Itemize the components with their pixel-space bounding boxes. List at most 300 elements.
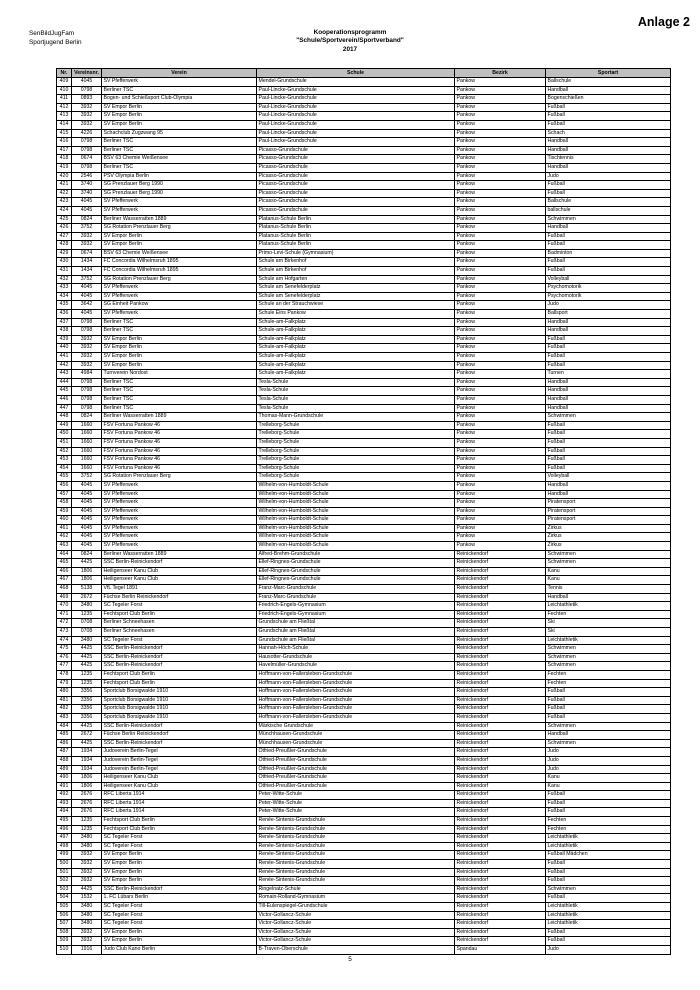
cell-bezirk: Pankow [455,524,546,533]
cell-vereinsnr: 4045 [72,78,102,87]
title-line-3: 2017 [342,45,358,53]
cell-schule: Münchhausen-Grundschule [257,739,455,748]
cell-vereinsnr: 1660 [72,430,102,439]
table-row [57,834,671,843]
cell-nr: 470 [57,602,72,611]
table-row [57,731,671,740]
cell-schule: Otfried-Preußler-Grundschule [257,748,455,757]
cell-bezirk: Pankow [455,112,546,121]
cell-vereinsnr: 3932 [72,877,102,886]
cell-verein: SV Pfefferwerk [102,284,257,293]
cell-bezirk: Reinickendorf [455,911,546,920]
cell-verein: SV Pfefferwerk [102,516,257,525]
table-row [57,490,671,499]
table-row [57,361,671,370]
cell-schule: Paul-Lincke-Grundschule [257,138,455,147]
cell-bezirk: Reinickendorf [455,894,546,903]
cell-nr: 480 [57,688,72,697]
cell-sportart: Fußball [546,430,671,439]
cell-sportart: Fußball [546,464,671,473]
cell-bezirk: Reinickendorf [455,774,546,783]
cell-nr: 422 [57,189,72,198]
cell-schule: Platanus-Schule Berlin [257,215,455,224]
cell-nr: 487 [57,748,72,757]
cell-schule: Picasso-Grundschule [257,155,455,164]
table-row [57,945,671,954]
cell-nr: 463 [57,542,72,551]
cell-bezirk: Pankow [455,370,546,379]
table-row [57,163,671,172]
cell-vereinsnr: 4425 [72,662,102,671]
cell-nr: 447 [57,404,72,413]
cell-bezirk: Pankow [455,267,546,276]
table-row [57,395,671,404]
cell-schule: Victor-Gollancz-Schule [257,937,455,946]
cell-schule: Peter-Witte-Schule [257,791,455,800]
table-row [57,885,671,894]
table-row [57,301,671,310]
cell-sportart: Ski [546,619,671,628]
cell-nr: 441 [57,353,72,362]
cell-bezirk: Pankow [455,292,546,301]
cell-bezirk: Pankow [455,224,546,233]
cell-sportart: Fußball [546,799,671,808]
cell-schule: Münchhausen-Grundschule [257,731,455,740]
cell-verein: SV Pfefferwerk [102,481,257,490]
cell-bezirk: Pankow [455,318,546,327]
cell-verein: RFC Liberta 1914 [102,799,257,808]
table-row [57,860,671,869]
cell-schule: Schule-am-Falkplatz [257,370,455,379]
cell-sportart: Handball [546,490,671,499]
table-row [57,430,671,439]
table-row [57,198,671,207]
cell-bezirk: Pankow [455,542,546,551]
cell-vereinsnr: 1660 [72,456,102,465]
cell-verein: Schachclub Zugzwang 95 [102,129,257,138]
cell-bezirk: Reinickendorf [455,653,546,662]
cell-bezirk: Pankow [455,301,546,310]
table-row [57,748,671,757]
cell-verein: RFC Liberta 1914 [102,791,257,800]
cell-vereinsnr: 5138 [72,585,102,594]
cell-vereinsnr: 4045 [72,516,102,525]
table-row [57,576,671,585]
cell-verein: SSC Berlin-Reinickendorf [102,653,257,662]
cell-sportart: ballschule [546,206,671,215]
cell-bezirk: Pankow [455,103,546,112]
cell-vereinsnr: 1806 [72,782,102,791]
table-row [57,224,671,233]
cell-vereinsnr: 3740 [72,189,102,198]
cell-nr: 461 [57,524,72,533]
table-row [57,146,671,155]
table-row [57,206,671,215]
cell-nr: 435 [57,301,72,310]
cell-nr: 466 [57,567,72,576]
cell-nr: 419 [57,163,72,172]
cell-bezirk: Pankow [455,310,546,319]
cell-sportart: Leichtathletik [546,834,671,843]
cell-vereinsnr: 1235 [72,679,102,688]
cell-verein: SV Pfefferwerk [102,533,257,542]
cell-verein: Berliner TSC [102,163,257,172]
cell-vereinsnr: 3932 [72,353,102,362]
cell-nr: 492 [57,791,72,800]
cell-sportart: Piratensport [546,499,671,508]
cell-schule: Hoffmann-von-Fallersleben-Grundschule [257,670,455,679]
cell-schule: Paul-Lincke-Grundschule [257,95,455,104]
cell-bezirk: Pankow [455,456,546,465]
cell-verein: Judoverein Berlin-Tegel [102,756,257,765]
cell-schule: Märkische Grundschule [257,722,455,731]
table-row [57,189,671,198]
table-row [57,808,671,817]
cell-nr: 440 [57,344,72,353]
cell-vereinsnr: 0708 [72,619,102,628]
table-row [57,387,671,396]
title-line-2: "Schule/Sportverein/Sportverband" [296,37,404,45]
cell-verein: SSC Berlin-Reinickendorf [102,885,257,894]
cell-schule: Havelmüller-Grundschule [257,662,455,671]
cell-nr: 457 [57,490,72,499]
cell-schule: Romain-Rolland-Gymnasium [257,894,455,903]
cell-vereinsnr: 0798 [72,378,102,387]
cell-sportart: Handball [546,163,671,172]
cell-verein: Berliner TSC [102,318,257,327]
cell-bezirk: Reinickendorf [455,645,546,654]
cell-nr: 474 [57,636,72,645]
cell-schule: Friedrich-Engels-Gymnasium [257,602,455,611]
cell-vereinsnr: 3932 [72,232,102,241]
cell-nr: 448 [57,413,72,422]
cell-schule: Ringelnatz-Schule [257,885,455,894]
cell-sportart: Piratensport [546,507,671,516]
cell-sportart: Ski [546,628,671,637]
table-row [57,628,671,637]
cell-sportart: Fußball [546,808,671,817]
cell-verein: SV Pfefferwerk [102,490,257,499]
cell-nr: 505 [57,903,72,912]
table-row [57,353,671,362]
cell-verein: FC Concordia Wilhelmsruh 1895 [102,267,257,276]
table-row [57,722,671,731]
cell-schule: Renée-Sintenis-Grundschule [257,851,455,860]
cell-verein: Berliner TSC [102,327,257,336]
cell-bezirk: Reinickendorf [455,825,546,834]
table-row [57,318,671,327]
cell-nr: 476 [57,653,72,662]
cell-bezirk: Reinickendorf [455,817,546,826]
cell-nr: 472 [57,619,72,628]
cell-nr: 500 [57,860,72,869]
cell-verein: Fechtsport Club Berlin [102,817,257,826]
table-row [57,602,671,611]
cell-verein: Berliner TSC [102,378,257,387]
cell-sportart: Handball [546,146,671,155]
cell-nr: 414 [57,120,72,129]
cell-schule: Wilhelm-von-Humboldt-Schule [257,490,455,499]
table-row [57,585,671,594]
cell-nr: 413 [57,112,72,121]
cell-schule: Tesla-Schule [257,395,455,404]
cell-vereinsnr: 3932 [72,344,102,353]
cell-vereinsnr: 4045 [72,524,102,533]
cell-vereinsnr: 3752 [72,473,102,482]
page-number: 5 [348,956,352,963]
cell-vereinsnr: 4045 [72,310,102,319]
cell-sportart: Zirkus [546,533,671,542]
cell-vereinsnr: 1660 [72,464,102,473]
cell-bezirk: Reinickendorf [455,593,546,602]
cell-schule: Peter-Witte-Schule [257,808,455,817]
cell-bezirk: Pankow [455,146,546,155]
cell-schule: Hoffmann-von-Fallersleben-Grundschule [257,688,455,697]
cell-sportart: Handball [546,224,671,233]
cell-nr: 416 [57,138,72,147]
cell-nr: 486 [57,739,72,748]
cell-sportart: Fußball [546,937,671,946]
cell-bezirk: Reinickendorf [455,756,546,765]
cell-schule: Paul-Lincke-Grundschule [257,112,455,121]
cell-vereinsnr: 1235 [72,670,102,679]
cell-verein: SV Empor Berlin [102,120,257,129]
cell-vereinsnr: 0824 [72,413,102,422]
cell-vereinsnr: 2672 [72,731,102,740]
cell-nr: 473 [57,628,72,637]
cell-sportart: Fußball [546,189,671,198]
cell-verein: SSC Berlin-Reinickendorf [102,662,257,671]
cell-bezirk: Pankow [455,86,546,95]
cell-bezirk: Reinickendorf [455,636,546,645]
document-title [250,29,450,54]
cell-verein: Berliner Schneehasen [102,619,257,628]
cell-bezirk: Reinickendorf [455,799,546,808]
cell-nr: 469 [57,593,72,602]
cell-bezirk: Pankow [455,215,546,224]
cell-verein: Berliner Wasserratten 1889 [102,550,257,559]
cell-nr: 484 [57,722,72,731]
cell-verein: SV Empor Berlin [102,868,257,877]
cell-bezirk: Reinickendorf [455,748,546,757]
cell-bezirk: Reinickendorf [455,628,546,637]
cell-verein: Berliner TSC [102,86,257,95]
cell-verein: SC Tegeler Forst [102,903,257,912]
cell-schule: Franz-Marc-Grundschule [257,585,455,594]
cell-sportart: Schwimmen [546,722,671,731]
cell-sportart: Handball [546,86,671,95]
cell-sportart: Fußball [546,335,671,344]
cell-vereinsnr: 0798 [72,146,102,155]
cell-schule: Picasso-Grundschule [257,181,455,190]
cell-bezirk: Reinickendorf [455,834,546,843]
cell-sportart: Judo [546,945,671,954]
cell-nr: 499 [57,851,72,860]
cell-nr: 415 [57,129,72,138]
cell-nr: 449 [57,421,72,430]
cell-bezirk: Reinickendorf [455,722,546,731]
cell-nr: 439 [57,335,72,344]
cell-sportart: Schwimmen [546,413,671,422]
cell-sportart: Kanu [546,576,671,585]
cell-schule: Schule-am-Falkplatz [257,335,455,344]
cell-vereinsnr: 2676 [72,799,102,808]
issuer-line-1: SenBildJugFam [29,30,75,37]
table-row [57,825,671,834]
cell-schule: Trelleborg-Schule [257,430,455,439]
cell-sportart: Fußball Mädchen [546,851,671,860]
cell-nr: 443 [57,370,72,379]
cell-schule: Hoffmann-von-Fallersleben-Grundschule [257,696,455,705]
cell-vereinsnr: 0798 [72,138,102,147]
table-row [57,404,671,413]
cell-nr: 433 [57,284,72,293]
table-row [57,413,671,422]
cell-nr: 460 [57,516,72,525]
cell-verein: SV Empor Berlin [102,877,257,886]
cell-schule: Wilhelm-von-Humboldt-Schule [257,533,455,542]
cell-vereinsnr: 1532 [72,894,102,903]
cell-schule: Schule-am-Falkplatz [257,344,455,353]
cell-verein: SV Empor Berlin [102,860,257,869]
table-row [57,378,671,387]
cell-bezirk: Reinickendorf [455,602,546,611]
table-row [57,120,671,129]
cell-bezirk: Reinickendorf [455,679,546,688]
cell-bezirk: Pankow [455,284,546,293]
cell-bezirk: Pankow [455,155,546,164]
cell-verein: SSC Berlin-Reinickendorf [102,722,257,731]
cell-verein: SG Prenzlauer Berg 1990 [102,181,257,190]
cell-bezirk: Reinickendorf [455,868,546,877]
cell-nr: 459 [57,507,72,516]
cell-bezirk: Pankow [455,129,546,138]
cell-vereinsnr: 2676 [72,808,102,817]
cell-verein: Fechtsport Club Berlin [102,670,257,679]
cell-sportart: Schwimmen [546,885,671,894]
cell-nr: 477 [57,662,72,671]
cell-vereinsnr: 4226 [72,129,102,138]
issuer-line-2: Sportjugend Berlin [29,38,82,46]
table-row [57,481,671,490]
cell-sportart: Handball [546,387,671,396]
cell-schule: Thomas-Mann-Grundschule [257,413,455,422]
cell-schule: Victor-Gollancz-Schule [257,911,455,920]
cell-nr: 410 [57,86,72,95]
cell-vereinsnr: 3480 [72,602,102,611]
cell-vereinsnr: 4425 [72,559,102,568]
cell-schule: Otfried-Preußler-Grundschule [257,774,455,783]
cell-bezirk: Pankow [455,198,546,207]
cell-verein: SV Pfefferwerk [102,524,257,533]
cell-schule: Schule am Hofgarten [257,275,455,284]
cell-verein: Füchse Berlin Reinickendorf [102,731,257,740]
table-row [57,95,671,104]
cell-verein: Berliner Wasserratten 1889 [102,215,257,224]
cell-schule: Otfried-Preußler-Grundschule [257,756,455,765]
cell-schule: Picasso-Grundschule [257,198,455,207]
cell-bezirk: Pankow [455,361,546,370]
table-row [57,275,671,284]
cell-bezirk: Pankow [455,95,546,104]
table-row [57,86,671,95]
cell-schule: Peter-Witte-Schule [257,799,455,808]
cell-bezirk: Spandau [455,945,546,954]
table-row [57,928,671,937]
cell-vereinsnr: 4045 [72,481,102,490]
cell-verein: SV Empor Berlin [102,103,257,112]
cell-vereinsnr: 2676 [72,791,102,800]
cell-schule: Hausotter-Grundschule [257,653,455,662]
cell-bezirk: Pankow [455,344,546,353]
cell-schule: Renée-Sintenis-Grundschule [257,834,455,843]
table-row [57,559,671,568]
cell-schule: Hannah-Höch-Schule [257,645,455,654]
cell-vereinsnr: 1806 [72,576,102,585]
table-row [57,877,671,886]
cell-verein: SV Empor Berlin [102,112,257,121]
cell-verein: Bogen- und Schießsport Club-Olympia [102,95,257,104]
table-row [57,421,671,430]
cooperation-table [56,68,671,955]
cell-verein: Füchse Berlin Reinickendorf [102,593,257,602]
cell-sportart: Fußball [546,103,671,112]
cell-nr: 508 [57,928,72,937]
cell-bezirk: Pankow [455,413,546,422]
cell-sportart: Zirkus [546,542,671,551]
cell-schule: Renée-Sintenis-Grundschule [257,842,455,851]
cell-vereinsnr: 0674 [72,249,102,258]
cell-vereinsnr: 4045 [72,206,102,215]
cell-sportart: Fechten [546,817,671,826]
cell-verein: FSV Fortuna Pankow 46 [102,447,257,456]
table-row [57,181,671,190]
cell-sportart: Schwimmen [546,645,671,654]
cell-schule: Picasso-Grundschule [257,146,455,155]
cell-bezirk: Reinickendorf [455,885,546,894]
cell-bezirk: Pankow [455,327,546,336]
cell-nr: 481 [57,696,72,705]
cell-bezirk: Reinickendorf [455,585,546,594]
cell-vereinsnr: 1806 [72,567,102,576]
cell-verein: Berliner TSC [102,404,257,413]
cell-verein: Berliner TSC [102,138,257,147]
cell-sportart: Ballschule [546,198,671,207]
table-row [57,593,671,602]
cell-nr: 502 [57,877,72,886]
table-row [57,765,671,774]
cell-nr: 467 [57,576,72,585]
cell-sportart: Fußball [546,232,671,241]
cell-sportart: Fechten [546,825,671,834]
cell-vereinsnr: 3480 [72,636,102,645]
cell-schule: Paul-Lincke-Grundschule [257,86,455,95]
cell-vereinsnr: 3932 [72,928,102,937]
cell-nr: 454 [57,464,72,473]
cell-bezirk: Reinickendorf [455,559,546,568]
cell-vereinsnr: 3932 [72,112,102,121]
cell-sportart: Judo [546,301,671,310]
cell-verein: Sportclub Borsigwalde 1910 [102,696,257,705]
table-row [57,696,671,705]
cell-vereinsnr: 0893 [72,95,102,104]
cell-verein: SC Tegeler Forst [102,842,257,851]
cell-nr: 490 [57,774,72,783]
cell-schule: Wilhelm-von-Humboldt-Schule [257,507,455,516]
cell-nr: 423 [57,198,72,207]
cell-sportart: Zirkus [546,524,671,533]
cell-verein: SV Empor Berlin [102,361,257,370]
